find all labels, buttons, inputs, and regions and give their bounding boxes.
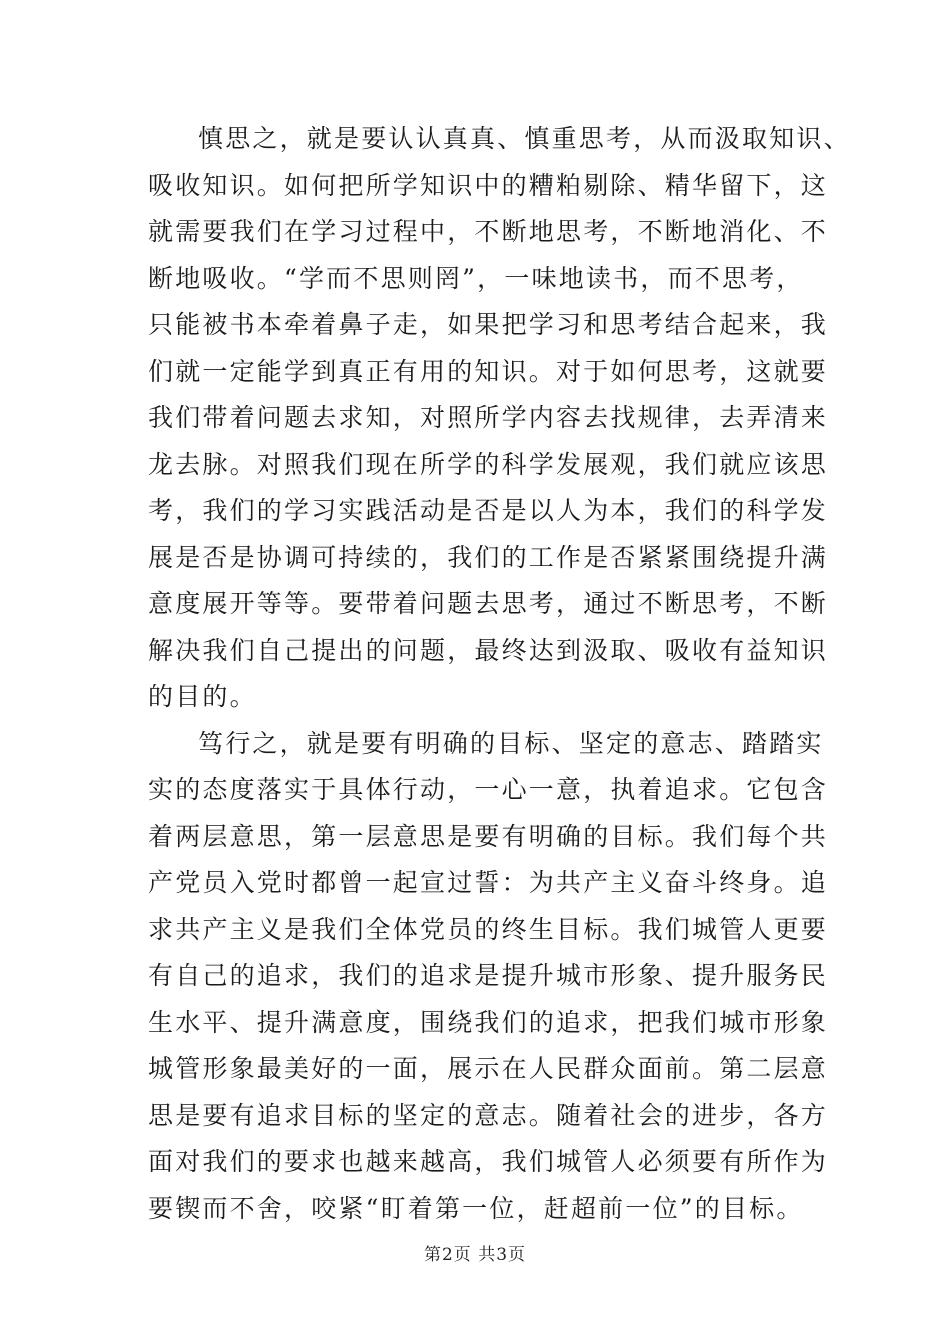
paragraph-1-line-9: 考，我们的学习实践活动是否是以人为本，我们的科学发	[148, 496, 829, 525]
paragraph-2-line-7: 生水平、提升满意度，围绕我们的追求，把我们城市形象	[148, 1007, 829, 1037]
paragraph-1-line-13: 的目的。	[148, 682, 257, 711]
paragraph-2-line-11: 要锲而不舍，咬紧“盯着第一位，赶超前一位”的目标。	[148, 1193, 804, 1223]
paragraph-1-line-5: 只能被书本牵着鼻子走，如果把学习和思考结合起来，我	[148, 310, 829, 339]
paragraph-1-line-2: 吸收知识。如何把所学知识中的糟粕剔除、精华留下，这	[148, 170, 829, 200]
paragraph-1-line-6: 们就一定能学到真正有用的知识。对于如何思考，这就要	[148, 356, 829, 386]
page-number-footer: 第2页 共3页	[423, 1245, 527, 1265]
paragraph-1-line-10: 展是否是协调可持续的，我们的工作是否紧紧围绕提升满	[148, 542, 829, 572]
paragraph-1-line-8: 龙去脉。对照我们现在所学的科学发展观，我们就应该思	[148, 449, 829, 479]
paragraph-2-line-5: 求共产主义是我们全体党员的终生目标。我们城管人更要	[148, 914, 829, 944]
paragraph-1-line-11: 意度展开等等。要带着问题去思考，通过不断思考，不断	[148, 589, 829, 618]
paragraph-2-line-8: 城管形象最美好的一面，展示在人民群众面前。第二层意	[148, 1054, 829, 1083]
paragraph-2-line-4: 产党员入党时都曾一起宣过誓：为共产主义奋斗终身。追	[148, 868, 829, 897]
paragraph-1-line-4: 断地吸收。“学而不思则罔”，一味地读书，而不思考，	[148, 263, 804, 293]
paragraph-2-line-6: 有自己的追求，我们的追求是提升城市形象、提升服务民	[148, 961, 829, 990]
paragraph-2-line-2: 实的态度落实于具体行动，一心一意，执着追求。它包含	[148, 775, 829, 804]
paragraph-2-line-9: 思是要有追求目标的坚定的意志。随着社会的进步，各方	[148, 1100, 829, 1130]
paragraph-2-line-1: 笃行之，就是要有明确的目标、坚定的意志、踏踏实	[198, 728, 824, 758]
document-body	[148, 116, 851, 1232]
paragraph-1-line-1: 慎思之，就是要认认真真、慎重思考，从而汲取知识、	[198, 124, 851, 153]
paragraph-1-line-12: 解决我们自己提出的问题，最终达到汲取、吸收有益知识	[148, 635, 829, 665]
paragraph-1-line-3: 就需要我们在学习过程中，不断地思考，不断地消化、不	[148, 217, 829, 246]
paragraph-2-line-10: 面对我们的要求也越来越高，我们城管人必须要有所作为	[148, 1147, 829, 1176]
paragraph-1-line-7: 我们带着问题去求知，对照所学内容去找规律，去弄清来	[148, 403, 829, 432]
paragraph-2-line-3: 着两层意思，第一层意思是要有明确的目标。我们每个共	[148, 821, 829, 851]
